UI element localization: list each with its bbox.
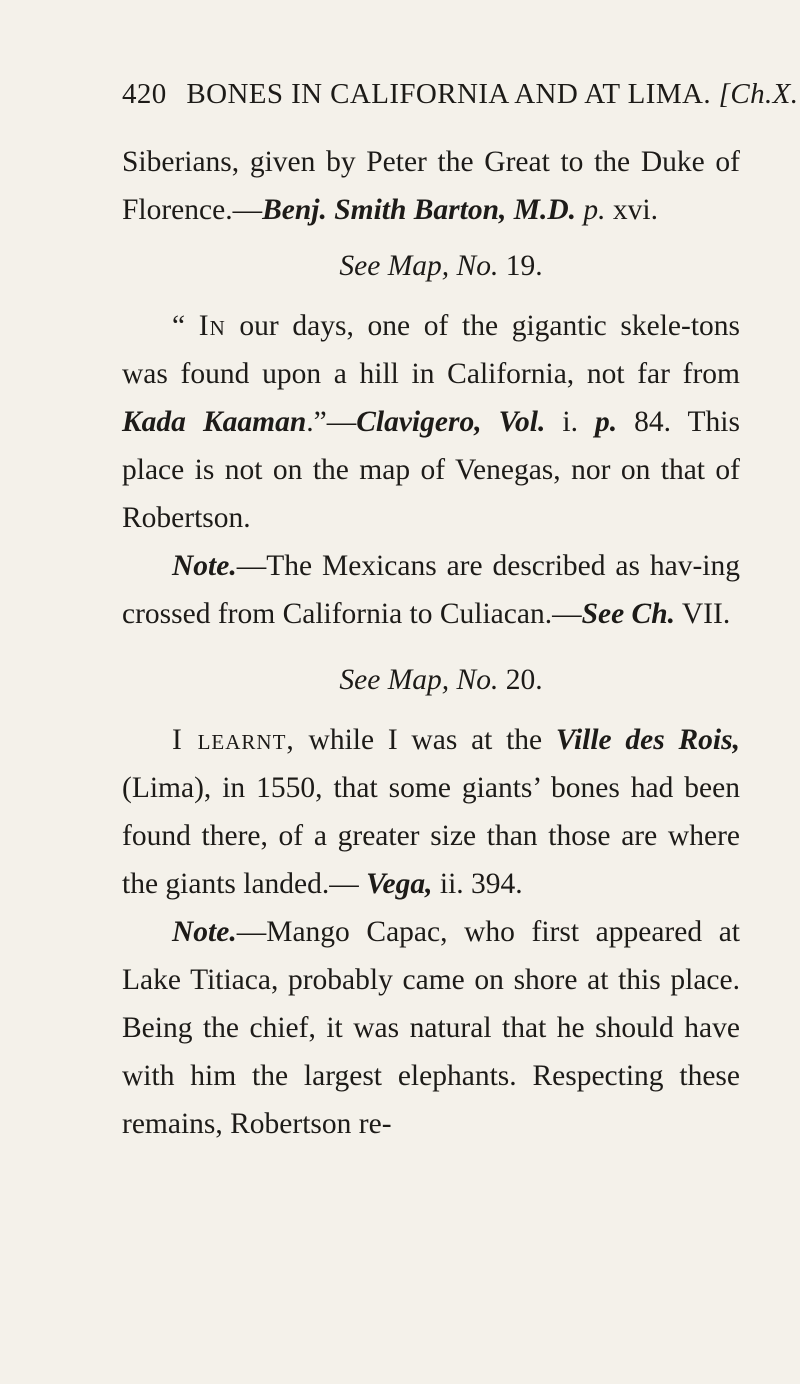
paragraph-barton-citation: Siberians, given by Peter the Great to the Duke of Florence.—Benj. Smith Barton, M.D. p. xvi. (122, 146, 740, 226)
page-body (122, 138, 740, 1148)
map-reference-19: See Map, No. 19. (339, 250, 543, 282)
place-name: Ville des Rois, (555, 724, 740, 756)
paragraph-lima-bones: I learnt, while I was at the Ville des Rois, (Lima), in 1550, that some giants’ bones had been found there, of a greater size than those are where the giants landed.— Vega, ii. 394. (122, 724, 740, 900)
source-citation: Clavigero, Vol. (356, 406, 546, 438)
running-header (122, 74, 799, 114)
chapter-reference: [Ch.X. (718, 78, 799, 110)
note-mexicans: Note.—The Mexicans are described as hav-ing crossed from California to Culiacan.—See Ch. VII. (122, 550, 740, 630)
page-number: 420 (122, 78, 167, 110)
paragraph-california-skeleton: “ In our days, one of the gigantic skele-tons was found upon a hill in California, not far from Kada Kaaman.”—Clavigero, Vol. i. p. 84. This place is not on the map of Venegas, nor on that of Robertson. (122, 310, 741, 534)
note-label: Note. (172, 550, 237, 582)
map-reference-20: See Map, No. 20. (339, 664, 543, 696)
place-name: Kada Kaaman (122, 406, 307, 438)
note-label: Note. (172, 916, 237, 948)
note-mango-capac: Note.—Mango Capac, who first appeared at Lake Titiaca, probably came on shore at this place. Being the chief, it was natural that he should have with him the largest elephants. Respecting these remains, Robertson re- (122, 916, 740, 1140)
source-citation: Vega, (366, 868, 433, 900)
author-citation: Benj. Smith Barton, M.D. (262, 194, 577, 226)
running-title: BONES IN CALIFORNIA AND AT LIMA. (186, 78, 711, 110)
